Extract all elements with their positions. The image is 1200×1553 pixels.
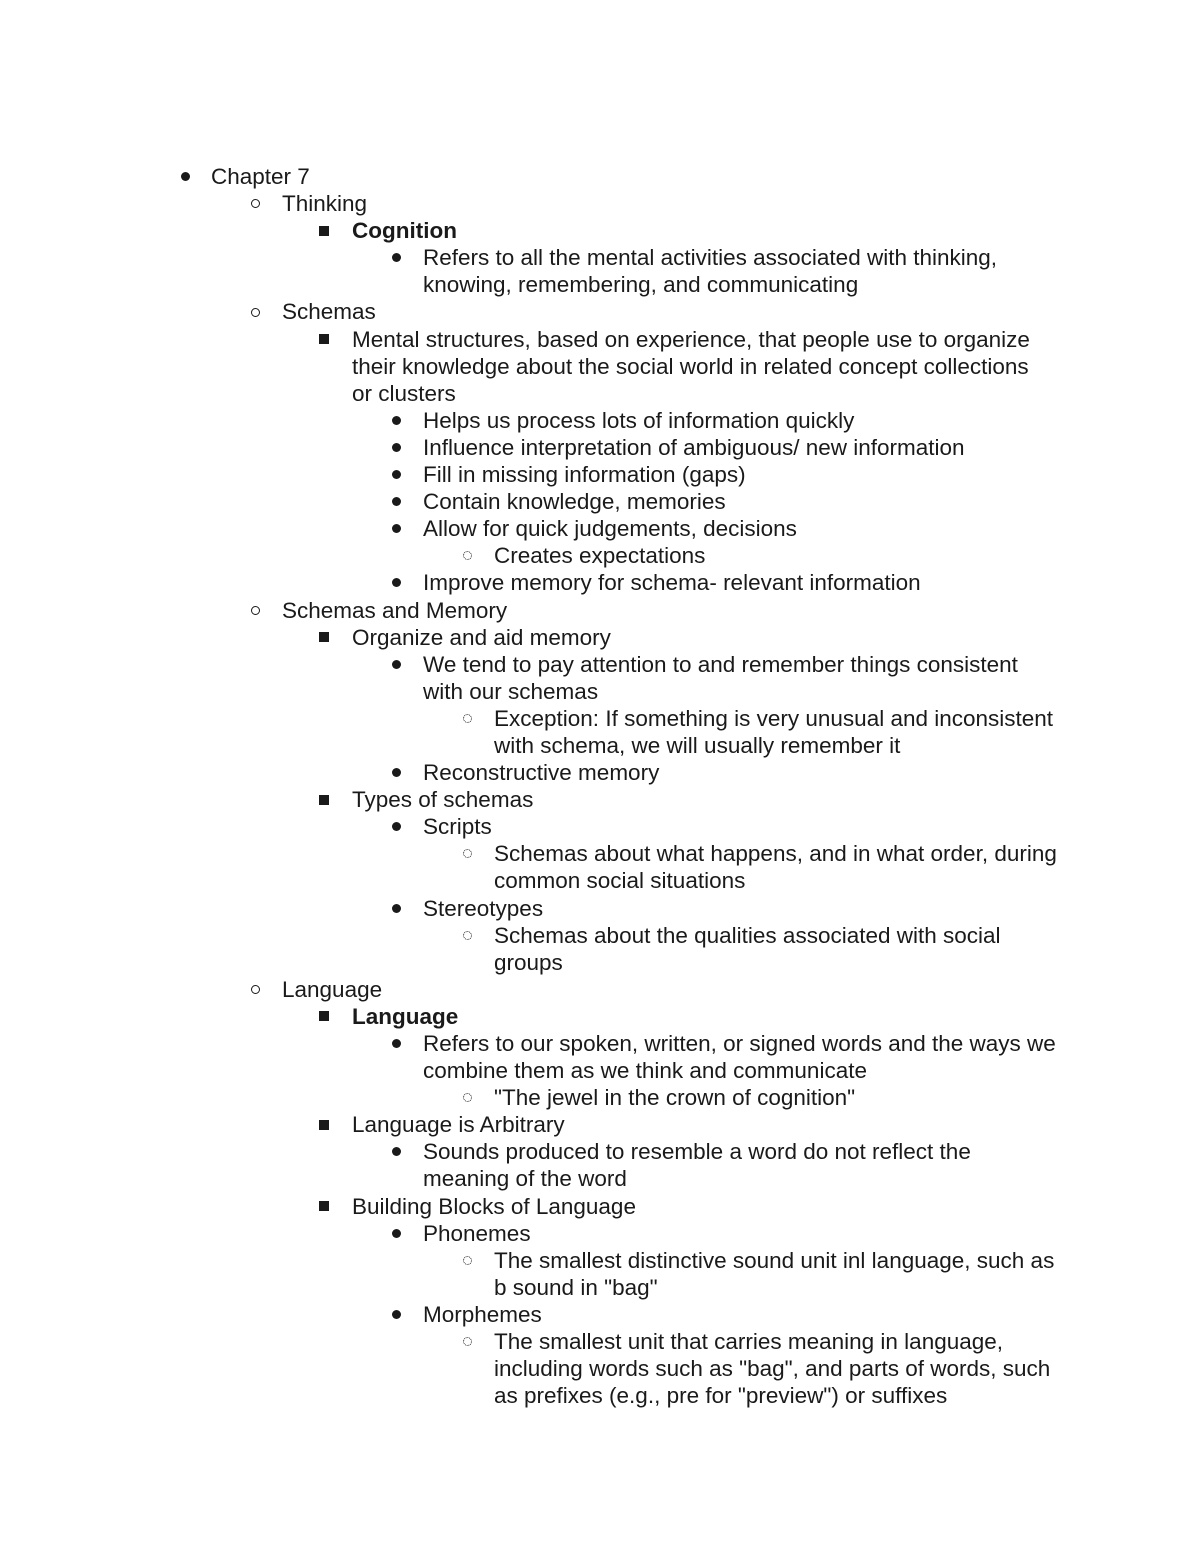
outline-text: Building Blocks of Language	[352, 1193, 636, 1219]
outline-item	[0, 407, 1200, 434]
outline-item	[0, 515, 1200, 542]
bullet-icon	[384, 434, 408, 461]
outline-text: Allow for quick judgements, decisions	[423, 516, 797, 542]
bullet-icon	[384, 1138, 408, 1165]
outline-item	[0, 651, 1200, 705]
outline-item	[0, 597, 1200, 624]
outline-text: Types of schemas	[352, 787, 534, 813]
outline-text: Thinking	[282, 191, 368, 217]
outline-item	[0, 813, 1200, 840]
outline-item	[0, 1084, 1200, 1111]
square-bullet-icon	[312, 217, 336, 244]
bullet-icon	[384, 488, 408, 515]
outline-text: The smallest distinctive sound unit inl language, such as b sound in "bag"	[494, 1247, 1055, 1300]
outline-item	[0, 786, 1200, 813]
dotted-circle-bullet-icon	[455, 1328, 479, 1355]
hollow-bullet-icon	[243, 298, 267, 325]
outline-text: Schemas about the qualities associated with social groups	[494, 922, 1001, 975]
outline-text: Reconstructive memory	[423, 760, 660, 786]
outline-item	[0, 759, 1200, 786]
outline-text: Stereotypes	[423, 895, 544, 921]
outline-item	[0, 298, 1200, 325]
outline-text: Mental structures, based on experience, that people use to organize their knowledge about the social world in related concept collections or clusters	[352, 326, 1030, 406]
bullet-icon	[384, 244, 408, 271]
outline-item	[0, 624, 1200, 651]
outline-item	[0, 217, 1200, 244]
outline-text: Phonemes	[423, 1220, 531, 1246]
outline-text: We tend to pay attention to and remember things consistent with our schemas	[423, 651, 1018, 704]
outline-text: Language	[352, 1003, 459, 1029]
outline-item	[0, 163, 1200, 190]
outline-item	[0, 1301, 1200, 1328]
dotted-circle-bullet-icon	[455, 922, 479, 949]
bullet-icon	[384, 1220, 408, 1247]
outline-item	[0, 1138, 1200, 1192]
outline-item	[0, 1030, 1200, 1084]
outline-text: Schemas about what happens, and in what order, during common social situations	[494, 841, 1057, 894]
outline-text: Schemas and Memory	[282, 597, 508, 623]
outline-text: Refers to our spoken, written, or signed words and the ways we combine them as we think and communicate	[423, 1031, 1056, 1084]
outline-item	[0, 1003, 1200, 1030]
outline-item	[0, 840, 1200, 894]
bullet-icon	[173, 163, 197, 190]
outline-text: Scripts	[423, 814, 492, 840]
outline-item	[0, 461, 1200, 488]
outline-item	[0, 488, 1200, 515]
outline-item	[0, 434, 1200, 461]
notes-outline	[0, 163, 1200, 1409]
dotted-circle-bullet-icon	[455, 705, 479, 732]
bullet-icon	[384, 651, 408, 678]
square-bullet-icon	[312, 786, 336, 813]
outline-text: The smallest unit that carries meaning in language, including words such as "bag", and parts of words, such as prefixes (e.g., pre for "preview") or suffixes	[494, 1329, 1051, 1409]
outline-item	[0, 326, 1200, 407]
hollow-bullet-icon	[243, 190, 267, 217]
outline-item	[0, 922, 1200, 976]
bullet-icon	[384, 759, 408, 786]
bullet-icon	[384, 1301, 408, 1328]
outline-item	[0, 542, 1200, 569]
outline-item	[0, 244, 1200, 298]
square-bullet-icon	[312, 1193, 336, 1220]
outline-text: Morphemes	[423, 1301, 542, 1327]
square-bullet-icon	[312, 1111, 336, 1138]
outline-text: Language is Arbitrary	[352, 1112, 565, 1138]
square-bullet-icon	[312, 1003, 336, 1030]
dotted-circle-bullet-icon	[455, 1247, 479, 1274]
dotted-circle-bullet-icon	[455, 542, 479, 569]
outline-text: Schemas	[282, 299, 376, 325]
outline-text: Contain knowledge, memories	[423, 489, 726, 515]
outline-item	[0, 1193, 1200, 1220]
bullet-icon	[384, 407, 408, 434]
outline-item	[0, 976, 1200, 1003]
outline-text: Language	[282, 976, 383, 1002]
outline-text: Refers to all the mental activities associated with thinking, knowing, remembering, and communicating	[423, 245, 998, 298]
outline-item	[0, 705, 1200, 759]
outline-item	[0, 190, 1200, 217]
bullet-icon	[384, 569, 408, 596]
square-bullet-icon	[312, 326, 336, 353]
outline-text: "The jewel in the crown of cognition"	[494, 1085, 856, 1111]
outline-item	[0, 1328, 1200, 1409]
outline-text: Organize and aid memory	[352, 624, 611, 650]
outline-item	[0, 1111, 1200, 1138]
bullet-icon	[384, 813, 408, 840]
outline-text: Sounds produced to resemble a word do not reflect the meaning of the word	[423, 1139, 971, 1192]
outline-text: Cognition	[352, 218, 457, 244]
dotted-circle-bullet-icon	[455, 1084, 479, 1111]
outline-text: Exception: If something is very unusual and inconsistent with schema, we will usually remember it	[494, 705, 1054, 758]
outline-item	[0, 1220, 1200, 1247]
bullet-icon	[384, 895, 408, 922]
outline-text: Fill in missing information (gaps)	[423, 462, 746, 488]
outline-text: Creates expectations	[494, 543, 706, 569]
hollow-bullet-icon	[243, 976, 267, 1003]
bullet-icon	[384, 515, 408, 542]
bullet-icon	[384, 1030, 408, 1057]
outline-text: Influence interpretation of ambiguous/ new information	[423, 434, 965, 460]
bullet-icon	[384, 461, 408, 488]
square-bullet-icon	[312, 624, 336, 651]
outline-text: Improve memory for schema- relevant information	[423, 570, 921, 596]
dotted-circle-bullet-icon	[455, 840, 479, 867]
outline-item	[0, 569, 1200, 596]
outline-item	[0, 1247, 1200, 1301]
outline-text: Chapter 7	[211, 164, 310, 189]
hollow-bullet-icon	[243, 597, 267, 624]
outline-item	[0, 895, 1200, 922]
outline-text: Helps us process lots of information quickly	[423, 407, 855, 433]
